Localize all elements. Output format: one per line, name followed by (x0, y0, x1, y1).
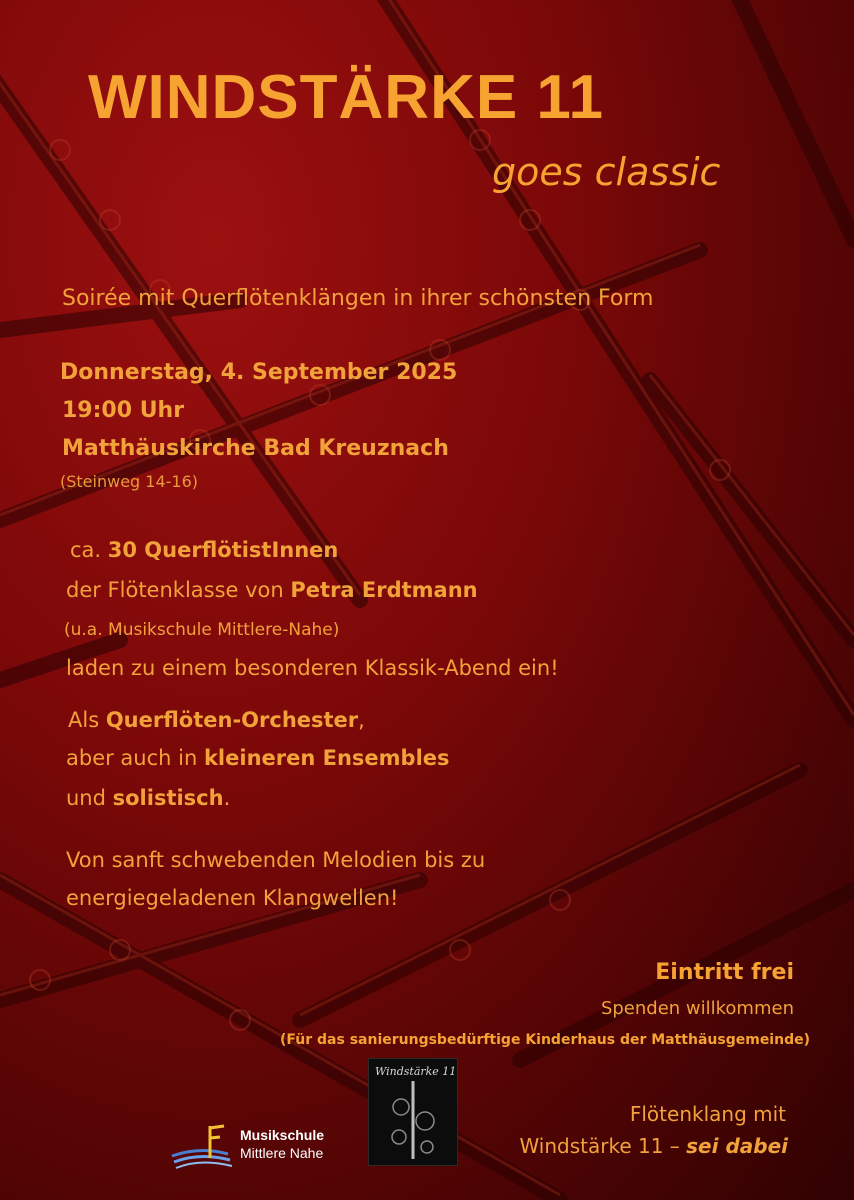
ensembles-line: aber auch in kleineren Ensembles (66, 746, 450, 770)
description-line-1: Von sanft schwebenden Melodien bis zu (66, 848, 486, 872)
free-entry: Eintritt frei (655, 960, 794, 985)
orchester-line: Als Querflöten-Orchester, (68, 708, 365, 732)
event-address: (Steinweg 14-16) (60, 472, 199, 491)
description-line-2: energiegeladenen Klangwellen! (66, 886, 399, 910)
flute-class: der Flötenklasse von Petra Erdtmann (66, 578, 478, 602)
donations-welcome: Spenden willkommen (600, 998, 794, 1019)
solo-line: und solistisch. (66, 786, 231, 810)
closing-line-1: Flötenklang mit (629, 1102, 786, 1126)
invitation-line: laden zu einem besonderen Klassik-Abend ein! (66, 656, 559, 680)
windstaerke-logo: Windstärke 11 (368, 1058, 458, 1166)
event-venue: Matthäuskirche Bad Kreuznach (62, 436, 449, 461)
poster-subtitle: goes classic (492, 150, 721, 194)
poster-title: WINDSTÄRKE 11 (88, 63, 604, 132)
musikschule-logo-text: Musikschule Mittlere Nahe (240, 1127, 325, 1161)
tagline: Soirée mit Querflötenklängen in ihrer schönsten Form (62, 286, 654, 311)
music-school-note: (u.a. Musikschule Mittlere-Nahe) (64, 620, 340, 640)
closing-line-2: Windstärke 11 – sei dabei (519, 1134, 788, 1158)
donation-purpose-note: (Für das sanierungsbedürftige Kinderhaus der Matthäusgemeinde) (280, 1032, 810, 1048)
event-date: Donnerstag, 4. September 2025 (60, 360, 458, 385)
performers-count: ca. 30 QuerflötistInnen (70, 538, 339, 562)
event-time: 19:00 Uhr (62, 398, 185, 423)
flute-floral-icon (369, 1059, 457, 1165)
